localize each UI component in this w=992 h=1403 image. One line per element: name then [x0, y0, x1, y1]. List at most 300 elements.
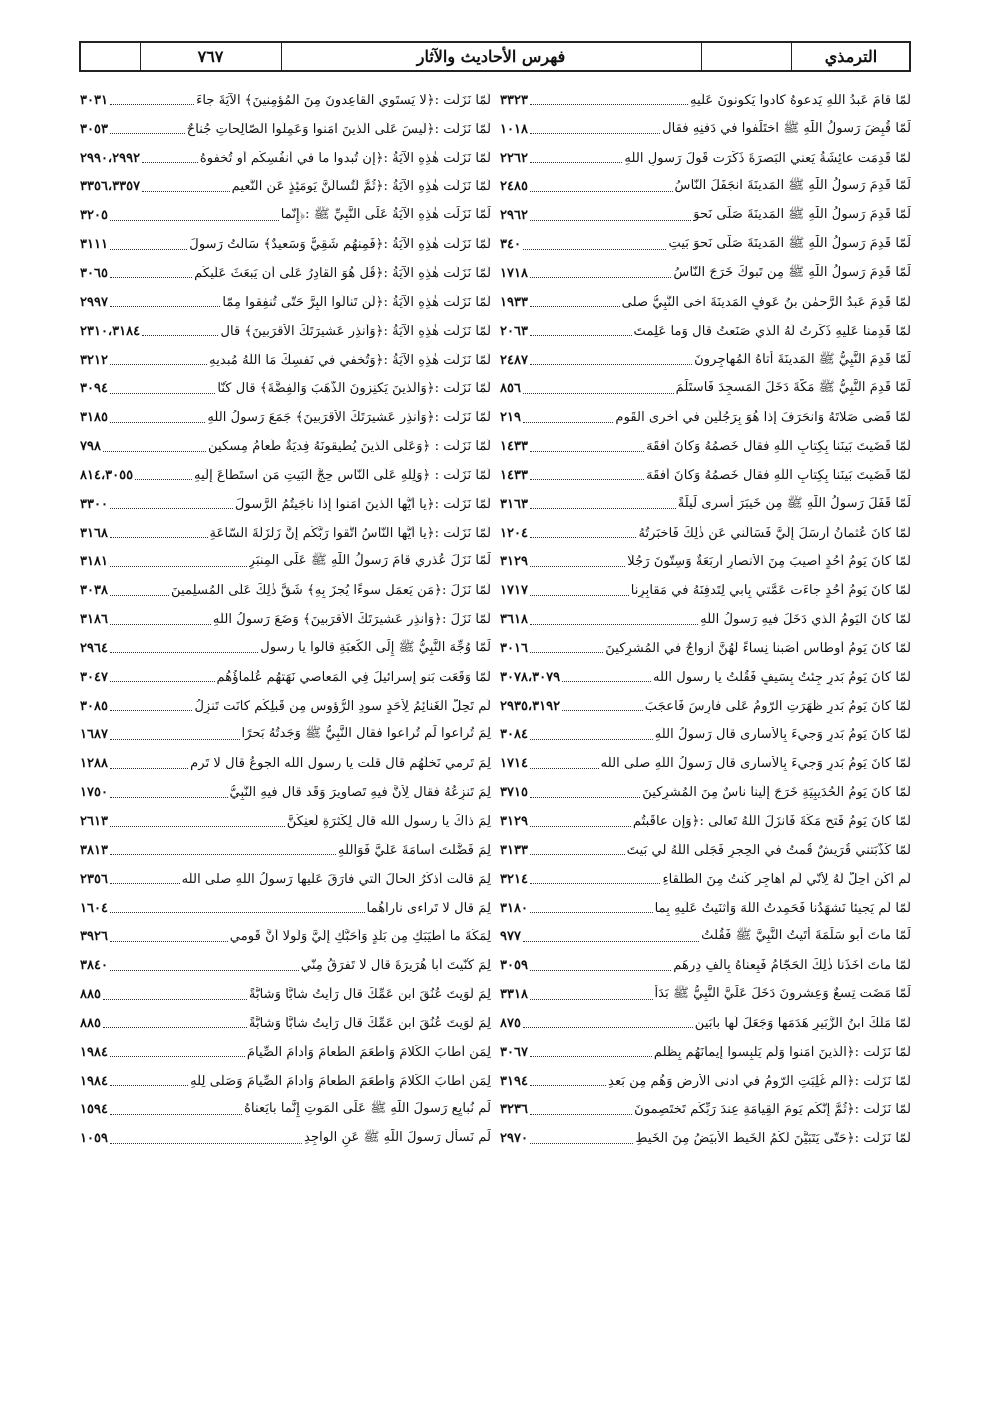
- entry-text: لَمّا قامَ عَبدُ اللّٰهِ يَدعوهُ كادوا يَكونونَ عَلَيهِ: [690, 92, 911, 108]
- index-entry: [500, 259, 911, 288]
- dot-leader: [110, 738, 240, 740]
- index-entry: [500, 144, 911, 173]
- hadith-number: ٢٩٧٠: [500, 1131, 528, 1147]
- entry-text: لَمّا كانَ يَومُ بَدرٍ وَجيءَ بِالأُسارى قال رَسولُ اللّٰهِ صلى اللّٰه: [600, 756, 911, 772]
- index-entry: [500, 605, 911, 634]
- entry-text: لَمّا لَم يَجيئا نَشهَدُنا فَحَمِدتُ اللّٰهَ وَأَثنَيتُ عَلَيهِ بِما: [654, 900, 911, 916]
- index-entry: [500, 1038, 911, 1067]
- entry-text: لَمّا كانَ يَومُ بَدرٍ وَجيءَ بِالأَسارى قال رَسولُ اللّٰهِ: [654, 727, 911, 743]
- dot-leader: [530, 911, 653, 913]
- dot-leader: [110, 680, 215, 682]
- entry-text: لِمَن أَطابَ الكَلامَ وَأَطعَمَ الطَّعامَ وَأَدامَ الصِّيامَ: [246, 1044, 491, 1060]
- hadith-number: ٢٩٣٥،٣١٩٢: [500, 698, 561, 714]
- index-entry: [80, 1038, 491, 1067]
- dot-leader: [530, 161, 622, 163]
- entry-text: لَمّا نَزَلَ عُذري قامَ رَسولُ اللّٰهِ ﷺ عَلَى المِنبَرِ: [248, 553, 491, 569]
- index-entry: [80, 576, 491, 605]
- dot-leader: [530, 103, 688, 105]
- entry-text: لَمّا وُجِّهَ النَّبِيُّ ﷺ إِلَى الكَعبَةِ قالوا يا رسول: [260, 639, 491, 655]
- hadith-number: ١٤٣٣: [500, 467, 528, 483]
- index-entry: [80, 1009, 491, 1038]
- dot-leader: [110, 940, 228, 942]
- entry-text: لِمَن أَطابَ الكَلامَ وَأَطعَمَ الطَّعامَ وَأَدامَ الصِّيامَ وَصَلّى لِلّٰهِ: [190, 1073, 491, 1089]
- index-entry: [500, 403, 911, 432]
- entry-text: لَمّا كانَ يَومُ بَدرٍ جِئتُ بِسَيفٍ فَقُلتُ يا رسول اللّٰه: [652, 669, 911, 685]
- dot-leader: [142, 334, 218, 336]
- entry-text: لَمّا قَدِمَت عائِشَةُ يَعني البَصرَةَ ذَكَرَت قَولَ رَسولِ اللّٰهِ: [624, 150, 911, 166]
- hadith-number: ١٠٥٩: [80, 1131, 108, 1147]
- entry-text: لَم نَسأَل رَسولَ اللّٰهِ ﷺ عَنِ الواجِدِ: [304, 1130, 491, 1146]
- hadith-number: ١٧١٧: [500, 583, 528, 599]
- entry-text: لِمَ لَوَيتَ عُنُقَ ابنِ عَمِّكَ قال رَأَيتُ شابًّا وَشابَّةً: [248, 1015, 491, 1031]
- entry-text: لَم تَحِلَّ الغَنائِمُ لِأَحَدٍ سودِ الرُّؤوسِ مِن قَبلِكُم كانَت تَنزِلُ: [194, 698, 491, 714]
- entry-text: لَمّا نَزَلَت :﴿لَيسَ عَلَى الَّذينَ آمَنوا وَعَمِلُوا الصّالِحاتِ جُناحٌ: [186, 121, 491, 137]
- hadith-number: ٢٩٩٧: [80, 294, 108, 310]
- entry-text: لَمّا نَزَلَت :﴿حَتّى يَتَبَيَّنَ لَكُمُ الخَيطُ الأَبيَضُ مِنَ الخَيطِ: [635, 1131, 911, 1147]
- hadith-number: ٣٢٠٥: [80, 208, 108, 224]
- hadith-number: ٢٢٦٢: [500, 150, 528, 166]
- header-divider: [701, 43, 702, 70]
- dot-leader: [110, 1142, 302, 1144]
- entry-text: لِمَ ذاكَ يا رسول اللّٰه قال لِكَثرَةِ لَعنِكُنَّ: [286, 814, 491, 830]
- index-entry: [80, 980, 491, 1009]
- hadith-number: ٣٨١٣: [80, 842, 108, 858]
- hadith-number: ٣١٦٣: [500, 496, 528, 512]
- index-entry: [80, 288, 491, 317]
- dot-leader: [530, 478, 644, 480]
- index-entry: [500, 865, 911, 894]
- hadith-number: ٢٤٨٥: [500, 179, 528, 195]
- dot-leader: [530, 450, 644, 452]
- hadith-number: ٣٣٠٠: [80, 496, 108, 512]
- hadith-number: ٣١٢٩: [500, 814, 528, 830]
- hadith-number: ٢٦١٣: [80, 814, 108, 830]
- entry-text: لَمّا كانَ يَومُ فَتحِ مَكَّةَ فَأَنزَلَ اللّٰهُ تَعالى :﴿وَإِن عاقَبتُم: [632, 814, 911, 830]
- hadith-number: ٢١٩: [500, 410, 521, 426]
- index-entry: [500, 922, 911, 951]
- dot-leader: [562, 709, 643, 711]
- entry-text: لَمّا نَزَلَت هٰذِهِ الآيَةُ :﴿وَتُخفي في نَفسِكَ مَا اللّٰهُ مُبديهِ: [209, 352, 491, 368]
- hadith-number: ٢٤٨٧: [500, 352, 528, 368]
- index-entry: [80, 663, 491, 692]
- dot-leader: [523, 392, 674, 394]
- right-column: [500, 86, 911, 1153]
- index-entry: [80, 259, 491, 288]
- index-entry: [500, 663, 911, 692]
- hadith-number: ٣١٨٦: [80, 612, 108, 628]
- index-entry: [80, 692, 491, 721]
- hadith-number: ٩٧٧: [500, 929, 521, 945]
- hadith-number: ١٦٠٤: [80, 900, 108, 916]
- hadith-number: ١٢٨٨: [80, 756, 108, 772]
- index-entry: [500, 576, 911, 605]
- index-entry: [500, 1096, 911, 1125]
- index-entry: [80, 86, 491, 115]
- index-entry: [500, 807, 911, 836]
- hadith-number: ٣٠٣٨: [80, 583, 108, 599]
- entry-text: لِمَ كُنّيتَ أَبا هُرَيرَةَ قال لا تَفرَقُ مِنّي: [300, 958, 491, 974]
- entry-text: لَمّا نَزَلَ :﴿وَأَنذِر عَشيرَتَكَ الأَقرَبينَ﴾ وَضَعَ رَسولُ اللّٰهِ: [212, 612, 491, 628]
- dot-leader: [110, 796, 228, 798]
- hadith-number: ١٦٨٧: [80, 727, 108, 743]
- hadith-number: ٣٧١٥: [500, 785, 528, 801]
- hadith-number: ٢٩٩٠،٢٩٩٢: [80, 150, 141, 166]
- index-entry: [80, 807, 491, 836]
- index-entry: [80, 230, 491, 259]
- hadith-number: ١٠١٨: [500, 121, 528, 137]
- hadith-number: ٧٩٨: [80, 439, 101, 455]
- entry-text: لَمّا مَضَت تِسعٌ وَعِشرونَ دَخَلَ عَلَيَّ النَّبِيُّ ﷺ بَدَأَ: [654, 986, 911, 1002]
- hadith-number: ٢٣١٠،٣١٨٤: [80, 323, 141, 339]
- index-entry: [500, 346, 911, 375]
- hadith-number: ٣١٦٨: [80, 525, 108, 541]
- entry-text: لَمّا كانَ يَومُ أَوطاسٍ أَصَبنا نِساءً لَهُنَّ أَزواجٌ في المُشرِكينَ: [605, 640, 911, 656]
- dot-leader: [530, 651, 603, 653]
- index-entry: [80, 490, 491, 519]
- hadith-number: ٣١٩٤: [500, 1073, 528, 1089]
- index-entry: [500, 836, 911, 865]
- entry-text: لِمَ قال لا تَراءى ناراهُما: [366, 900, 491, 916]
- hadith-number: ٣٣٢٣: [500, 92, 528, 108]
- hadith-number: ٣٦١٨: [500, 612, 528, 628]
- entry-text: لَمّا نَزَلَت هٰذِهِ الآيَةُ عَلَى النَّبِيِّ ﷺ :﴿إِنّما: [280, 207, 491, 223]
- index-entry: [500, 692, 911, 721]
- entry-text: لَمّا كَذَّبَتني قُرَيشٌ قُمتُ في الحِجرِ فَجَلّى اللّٰهُ لي بَيتَ: [626, 842, 911, 858]
- left-column: [80, 86, 491, 1153]
- dot-leader: [562, 680, 651, 682]
- index-entry: [500, 288, 911, 317]
- index-entry: [500, 951, 911, 980]
- index-entry: [80, 346, 491, 375]
- index-entry: [80, 374, 491, 403]
- hadith-number: ١٩٣٣: [500, 294, 528, 310]
- dot-leader: [530, 132, 660, 134]
- dot-leader: [530, 594, 629, 596]
- index-entry: [500, 548, 911, 577]
- index-entry: [80, 721, 491, 750]
- index-entry: [80, 865, 491, 894]
- entry-text: لَمّا قَفَلَ رَسولُ اللّٰهِ ﷺ مِن خَيبَرَ أَسرى لَيلَةً: [677, 495, 911, 511]
- index-entry: [500, 115, 911, 144]
- entry-text: لِمَكَّةَ ما أَطيَبَكِ مِن بَلَدٍ وَأَحَبَّكِ إِلَيَّ وَلَولا أَنَّ قَومي: [229, 929, 491, 945]
- index-entry: [80, 1096, 491, 1125]
- index-entry: [500, 980, 911, 1009]
- entry-text: لَمّا نَزَلَت هٰذِهِ الآيَةُ :﴿ثُمَّ لَتُسأَلُنَّ يَومَئِذٍ عَنِ النَّعيمِ: [231, 179, 491, 195]
- dot-leader: [530, 623, 698, 625]
- dot-leader: [530, 882, 661, 884]
- index-entry: [500, 778, 911, 807]
- index-entry: [500, 1009, 911, 1038]
- entry-text: لَمّا نَزَلَت : ﴿وَلِلّٰهِ عَلَى النّاسِ حِجُّ البَيتِ مَنِ استَطاعَ إِلَيهِ: [194, 467, 491, 483]
- hadith-number: ٨٨٥: [80, 987, 101, 1003]
- entry-text: لَمّا نَزَلَت هٰذِهِ الآيَةُ :﴿لَن تَنالُوا البِرَّ حَتّى تُنفِقوا مِمّا: [222, 294, 491, 310]
- index-entry: [80, 317, 491, 346]
- hadith-number: ٨٨٥: [80, 1015, 101, 1031]
- hadith-number: ٣٣١٨: [500, 987, 528, 1003]
- entry-text: لَمّا قَدِمنا عَلَيهِ ذَكَرتُ لَهُ الَّذي صَنَعتُ قال وَما عَلِمتَ: [633, 323, 911, 339]
- dot-leader: [110, 507, 233, 509]
- dot-leader: [142, 161, 198, 163]
- entry-text: لَمّا نَزَلَ :﴿مَن يَعمَل سوءًا يُجزَ بِهِ﴾ شَقَّ ذٰلِكَ عَلَى المُسلِمينَ: [170, 583, 491, 599]
- index-entry: [80, 173, 491, 202]
- index-entry: [80, 1124, 491, 1153]
- dot-leader: [530, 363, 692, 365]
- dot-leader: [110, 536, 208, 538]
- entry-text: لَمّا كانَ يَومُ بَدرٍ ظَهَرَتِ الرّومُ عَلى فارِسَ فَأَعجَبَ: [644, 698, 911, 714]
- entry-text: لَمّا قَدِمَ رَسولُ اللّٰهِ ﷺ المَدينَةَ صَلّى نَحوَ: [693, 207, 911, 223]
- dot-leader: [110, 276, 192, 278]
- entry-text: لَمّا قَضى صَلاتَهُ وَانحَرَفَ إِذا هُوَ بِرَجُلَينِ في أُخرى القَومِ: [615, 410, 911, 426]
- index-entry: [500, 86, 911, 115]
- dot-leader: [523, 248, 667, 250]
- index-entry: [80, 951, 491, 980]
- index-entry: [80, 836, 491, 865]
- entry-text: لَمّا نَزَلَت هٰذِهِ الآيَةُ :﴿وَأَنذِر عَشيرَتَكَ الأَقرَبينَ﴾ قال: [220, 323, 491, 339]
- hadith-number: ١٢٠٤: [500, 525, 528, 541]
- hadith-number: ٣٠١٦: [500, 640, 528, 656]
- dot-leader: [530, 219, 691, 221]
- dot-leader: [530, 334, 632, 336]
- hadith-number: ٣٢١٤: [500, 871, 528, 887]
- entry-text: لَمّا مَلَكَ ابنُ الزُّبَيرِ هَدَمَها وَجَعَلَ لَها بابَينِ: [694, 1015, 911, 1031]
- dot-leader: [103, 1026, 247, 1028]
- dot-leader: [110, 882, 180, 884]
- dot-leader: [110, 709, 193, 711]
- entry-text: لَمّا نَزَلَت :﴿وَأَنذِر عَشيرَتَكَ الأَقرَبينَ﴾ جَمَعَ رَسولُ اللّٰهِ: [207, 410, 491, 426]
- index-entry: [80, 634, 491, 663]
- hadith-number: ٨١٤،٣٠٥٥: [80, 467, 134, 483]
- dot-leader: [523, 1026, 693, 1028]
- dot-leader: [110, 623, 211, 625]
- entry-text: لَمّا نَزَلَت :﴿وَالَّذينَ يَكنِزونَ الذَّهَبَ وَالفِضَّةَ﴾ قال كُنّا: [217, 381, 491, 397]
- entry-text: لَمّا نَزَلَت :﴿لا يَستَوي القاعِدونَ مِنَ المُؤمِنينَ﴾ الآيَةَ جاءَ: [196, 92, 491, 108]
- dot-leader: [530, 796, 640, 798]
- hadith-number: ١٥٩٤: [80, 1102, 108, 1118]
- dot-leader: [530, 1084, 606, 1086]
- dot-leader: [110, 911, 365, 913]
- hadith-number: ٣٢١٢: [80, 352, 108, 368]
- index-entry: [80, 144, 491, 173]
- dot-leader: [530, 565, 625, 567]
- hadith-number: ٣٠٨٥: [80, 698, 108, 714]
- index-entry: [500, 374, 911, 403]
- hadith-number: ٣١٨٠: [500, 900, 528, 916]
- hadith-number: ٣٠٤٧: [80, 669, 108, 685]
- entry-text: لِمَ فَضَّلتَ أُسامَةَ عَلَيَّ فَوَاللّٰهِ: [338, 842, 491, 858]
- index-entry: [80, 432, 491, 461]
- index-entry: [80, 519, 491, 548]
- dot-leader: [142, 190, 230, 192]
- dot-leader: [110, 219, 279, 221]
- dot-leader: [530, 305, 620, 307]
- dot-leader: [110, 103, 194, 105]
- hadith-number: ٣١١١: [80, 237, 108, 253]
- entry-text: لَمّا قَضَيتَ بَينَنا بِكِتابِ اللّٰهِ فقال خَصمُهُ وَكانَ أَفقَهَ: [646, 467, 911, 483]
- hadith-number: ٣٤٠: [500, 237, 521, 253]
- hadith-number: ٣١٣٣: [500, 842, 528, 858]
- hadith-number: ٣٠٨٤: [500, 727, 528, 743]
- dot-leader: [110, 1084, 188, 1086]
- dot-leader: [530, 507, 676, 509]
- entry-text: لِمَ تَرمي نَخلَهُم قال قلت يا رسول اللّٰه الجوعُ قال لا تَرمِ: [190, 756, 491, 772]
- index-entry: [80, 548, 491, 577]
- index-entry: [80, 778, 491, 807]
- hadith-number: ١٧٥٠: [80, 785, 108, 801]
- dot-leader: [530, 738, 653, 740]
- index-entry: [80, 115, 491, 144]
- page-header: [79, 41, 911, 72]
- index-entry: [500, 461, 911, 490]
- index-entry: [80, 922, 491, 951]
- entry-text: لَمّا نَزَلَت :﴿الَّذينَ آمَنوا وَلَم يَلبِسوا إيمانَهُم بِظُلمٍ: [653, 1044, 911, 1060]
- dot-leader: [110, 1055, 245, 1057]
- hadith-number: ٢٣٥٦: [80, 871, 108, 887]
- entry-text: لَمّا نَزَلَت :﴿ثُمَّ إِنَّكُم يَومَ القِيامَةِ عِندَ رَبِّكُم تَختَصِمونَ: [634, 1102, 911, 1118]
- index-entry: [80, 605, 491, 634]
- entry-text: لَمّا قَدِمَ رَسولُ اللّٰهِ ﷺ مِن تَبوكَ خَرَجَ النّاسُ: [673, 264, 911, 280]
- hadith-number: ١٩٨٤: [80, 1073, 108, 1089]
- hadith-number: ١٧١٤: [500, 756, 528, 772]
- entry-text: لَمّا قَدِمَ النَّبِيُّ ﷺ المَدينَةَ أَتاهُ المُهاجِرونَ: [694, 351, 911, 367]
- entry-text: لَم أَكُن أَحِلُّ لَهُ لِأَنّي لَم أُهاجِر كُنتُ مِنَ الطُّلَقاءِ: [662, 871, 911, 887]
- dot-leader: [110, 594, 169, 596]
- entry-text: لَمّا قَدِمَ عَبدُ الرَّحمٰنِ بنُ عَوفٍ المَدينَةَ آخى النَّبِيُّ صلى: [621, 294, 911, 310]
- dot-leader: [110, 421, 205, 423]
- entry-text: لَم نُبايِع رَسولَ اللّٰهِ ﷺ عَلَى المَوتِ إِنَّما بايَعناهُ: [244, 1101, 491, 1117]
- hadith-number: ١٧١٨: [500, 265, 528, 281]
- index-entry: [500, 721, 911, 750]
- dot-leader: [530, 276, 671, 278]
- entry-text: لَمّا كانَ يَومُ أُحُدٍ أُصيبَ مِنَ الأَنصارِ أَربَعَةٌ وَسِتّونَ رَجُلًا: [627, 554, 911, 570]
- dot-leader: [523, 421, 613, 423]
- hadith-number: ٢٩٦٤: [80, 640, 108, 656]
- dot-leader: [530, 825, 631, 827]
- dot-leader: [110, 853, 336, 855]
- hadith-number: ٣٣٥٦،٣٣٥٧: [80, 179, 141, 195]
- index-entry: [80, 461, 491, 490]
- hadith-number: ٣٨٤٠: [80, 958, 108, 974]
- dot-leader: [135, 478, 192, 480]
- hadith-number: ٢٠٦٣: [500, 323, 528, 339]
- index-entry: [500, 1124, 911, 1153]
- hadith-number: ٣٩٢٦: [80, 929, 108, 945]
- index-entry: [500, 634, 911, 663]
- hadith-number: ٣٠٥٩: [500, 958, 528, 974]
- index-entry: [80, 403, 491, 432]
- entry-text: لَمّا قَدِمَ رَسولُ اللّٰهِ ﷺ المَدينَةَ صَلّى نَحوَ بَيتِ: [668, 236, 911, 252]
- index-entry: [500, 749, 911, 778]
- hadith-number: ٣١٨١: [80, 554, 108, 570]
- dot-leader: [523, 940, 699, 942]
- index-entry: [500, 1067, 911, 1096]
- index-entry: [500, 173, 911, 202]
- index-entry: [500, 432, 911, 461]
- hadith-number: ٣١٢٩: [500, 554, 528, 570]
- dot-leader: [530, 1055, 652, 1057]
- dot-leader: [530, 969, 671, 971]
- entry-text: لَمّا نَزَلَت :﴿الم غُلِبَتِ الرّومُ في أَدنى الأَرضِ وَهُم مِن بَعدِ: [608, 1073, 911, 1089]
- hadith-number: ٣٠٦٥: [80, 265, 108, 281]
- entry-text: لَمّا نَزَلَت :﴿يا أَيُّها الَّذينَ آمَنوا إِذا ناجَيتُمُ الرَّسولَ: [234, 496, 491, 512]
- dot-leader: [110, 767, 188, 769]
- hadith-number: ١٩٨٤: [80, 1044, 108, 1060]
- dot-leader: [110, 248, 187, 250]
- entry-text: لَمّا نَزَلَت هٰذِهِ الآيَةُ :﴿قُل هُوَ القادِرُ عَلى أَن يَبعَثَ عَلَيكُم: [194, 265, 491, 281]
- hadith-number: ٨٥٦: [500, 381, 521, 397]
- entry-text: لِمَ قالَت أَذكُرُ الحالَ الَّتي فارَقَ عَلَيها رَسولُ اللّٰهِ صلى اللّٰه: [181, 871, 491, 887]
- dot-leader: [110, 825, 285, 827]
- hadith-number: ٢٩٦٢: [500, 208, 528, 224]
- entry-text: لَمّا كانَ يَومُ أُحُدٍ جاءَت عَمَّتي بِأَبي لِتَدفِنَهُ في مَقابِرِنا: [630, 583, 911, 599]
- dot-leader: [530, 1113, 632, 1115]
- index-entry: [80, 894, 491, 923]
- hadith-number: ٣٠٣١: [80, 92, 108, 108]
- index-entry: [80, 749, 491, 778]
- dot-leader: [110, 1113, 242, 1115]
- entry-text: لَمّا قَضَيتَ بَينَنا بِكِتابِ اللّٰهِ فقال خَصمُهُ وَكانَ أَفقَهَ: [646, 439, 911, 455]
- entry-text: لِمَ لَوَيتَ عُنُقَ ابنِ عَمِّكَ قال رَأَيتُ شابًّا وَشابَّةً: [248, 987, 491, 1003]
- entry-text: لَمّا كانَ يَومُ الحُدَيبِيَةِ خَرَجَ إِلَينا ناسٌ مِنَ المُشرِكينَ: [642, 785, 911, 801]
- index-entry: [500, 519, 911, 548]
- dot-leader: [530, 853, 625, 855]
- entry-text: لَمّا قُبِضَ رَسولُ اللّٰهِ ﷺ اختَلَفوا في دَفنِهِ فقال: [662, 120, 911, 136]
- index-entry: [500, 230, 911, 259]
- hadith-number: ٣١٨٥: [80, 410, 108, 426]
- dot-leader: [530, 767, 599, 769]
- entry-text: لَمّا كانَ اليَومُ الَّذي دَخَلَ فيهِ رَسولُ اللّٰهِ: [700, 612, 911, 628]
- hadith-number: ٣٠٧٨،٣٠٧٩: [500, 669, 561, 685]
- entry-text: لَمّا ماتَ أَخَذَنا ذٰلِكَ الحَجّامُ فَبِعناهُ بِأَلفِ دِرهَمٍ: [673, 958, 911, 974]
- index-entry: [500, 894, 911, 923]
- index-entry: [80, 201, 491, 230]
- entry-text: لِمَ تُراعوا لَم تُراعوا فقال النَّبِيُّ ﷺ وَجَدتُهُ بَحرًا: [241, 726, 491, 742]
- page-number: ٧٦٧: [197, 47, 224, 66]
- dot-leader: [530, 998, 653, 1000]
- entry-text: لَمّا قَدِمَ رَسولُ اللّٰهِ ﷺ المَدينَةَ انجَفَلَ النّاسُ: [674, 178, 911, 194]
- dot-leader: [103, 998, 247, 1000]
- hadith-number: ٣٠٩٤: [80, 381, 108, 397]
- entry-text: لَمّا ماتَ أَبو سَلَمَةَ أَتَيتُ النَّبِيَّ ﷺ فَقُلتُ: [701, 928, 911, 944]
- entry-text: لَمّا وَقَعَت بَنو إِسرائيلَ فِي المَعاصي نَهَتهُم عُلَماؤُهُم: [216, 669, 491, 685]
- hadith-number: ٣٢٣٦: [500, 1102, 528, 1118]
- hadith-number: ٣٠٥٣: [80, 121, 108, 137]
- dot-leader: [110, 305, 220, 307]
- dot-leader: [110, 392, 215, 394]
- dot-leader: [110, 132, 185, 134]
- entry-text: لَمّا نَزَلَت هٰذِهِ الآيَةُ :﴿فَمِنهُم شَقِيٌّ وَسَعيدٌ﴾ سَأَلتُ رَسولَ: [189, 237, 491, 253]
- dot-leader: [110, 969, 299, 971]
- entry-text: لَمّا نَزَلَت : ﴿وَعَلَى الَّذينَ يُطيقونَهُ فِديَةٌ طَعامُ مِسكينٍ: [207, 439, 491, 455]
- entry-text: لَمّا نَزَلَت هٰذِهِ الآيَةُ :﴿إِن تُبدوا ما في أَنفُسِكُم أَو تُخفوهُ: [199, 150, 491, 166]
- index-entry: [500, 317, 911, 346]
- index-title: فهرس الأحاديث والآثار: [416, 47, 566, 66]
- hadith-number: ٨٧٥: [500, 1015, 521, 1031]
- entry-text: لَمّا كانَ عُثمانُ أَرسَلَ إِلَيَّ فَسَأَلَني عَن ذٰلِكَ فَأَخبَرتُهُ: [638, 525, 911, 541]
- entry-text: لَمّا قَدِمَ النَّبِيُّ ﷺ مَكَّةَ دَخَلَ المَسجِدَ فَاستَلَمَ: [675, 380, 911, 396]
- dot-leader: [530, 190, 673, 192]
- index-entry: [500, 490, 911, 519]
- dot-leader: [103, 450, 206, 452]
- dot-leader: [530, 1142, 633, 1144]
- hadith-number: ١٤٣٣: [500, 439, 528, 455]
- entry-text: لِمَ تَنزِعُهُ فقال لِأَنَّ فيهِ تَصاويرَ وَقَد قال فيهِ النَّبِيُّ: [229, 785, 491, 801]
- dot-leader: [110, 651, 258, 653]
- entry-text: لَمّا نَزَلَت :﴿يا أَيُّها النّاسُ اتَّقوا رَبَّكُم إِنَّ زَلزَلَةَ السّاعَةِ: [209, 525, 491, 541]
- hadith-number: ٣٠٦٧: [500, 1044, 528, 1060]
- index-entry: [80, 1067, 491, 1096]
- dot-leader: [530, 536, 637, 538]
- book-title: الترمذي: [824, 47, 878, 66]
